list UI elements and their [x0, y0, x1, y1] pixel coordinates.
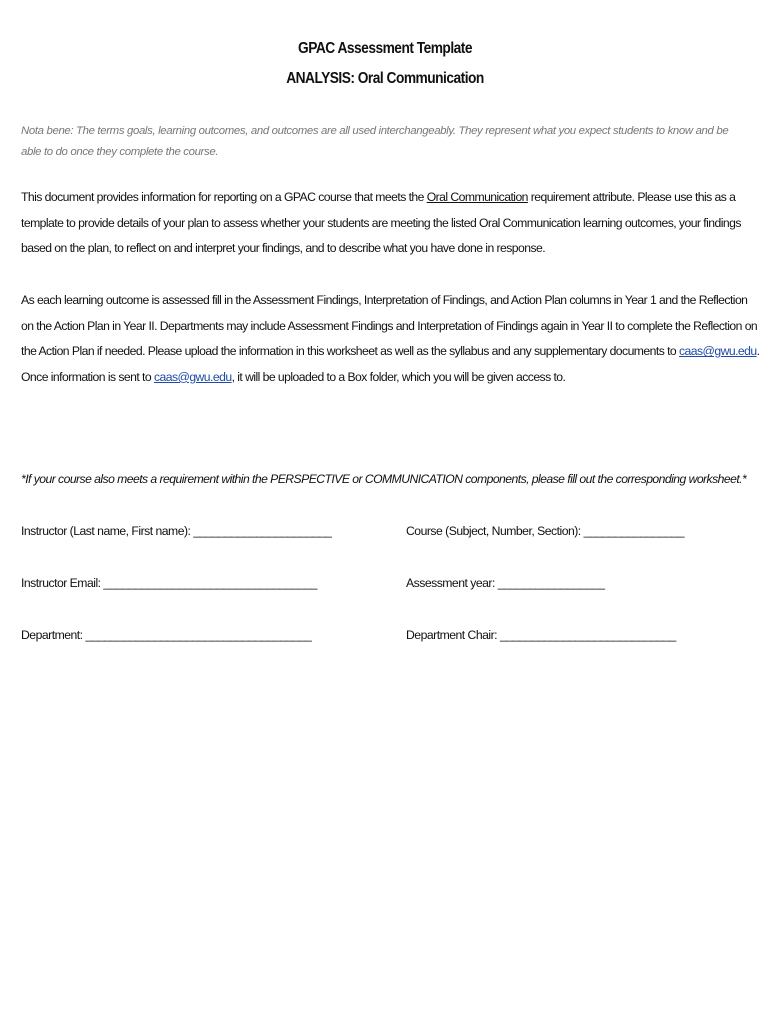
page-title: GPAC Assessment Template [298, 40, 472, 57]
intro-text-before: This document provides information for reporting on a GPAC course that meets the [21, 190, 427, 204]
instructor-name-field[interactable]: Instructor (Last name, First name): ______________________ [21, 524, 332, 538]
instructions-text-3: , it will be uploaded to a Box folder, which you will be given access to. [231, 369, 566, 384]
instructions-paragraph [21, 288, 761, 390]
email-link-2[interactable]: caas@gwu.edu [153, 369, 232, 384]
instructions-text-1: As each learning outcome is assessed fill in the Assessment Findings, Interpretation of Findings, and Action Plan columns in Year 1 and the Reflection on the Action Plan in Year II. Departments may include Assessment Findings and Interpretation of Findings again in Year II to complete the Reflection on the Action Plan if needed. Please upload the information in this worksheet as well as the syllabus and any supplementary documents to [21, 293, 758, 359]
page-subtitle: ANALYSIS: Oral Communication [286, 70, 484, 87]
department-field[interactable]: Department: ____________________________________ [21, 628, 312, 642]
email-link-1[interactable]: caas@gwu.edu [679, 344, 757, 359]
intro-paragraph [21, 185, 761, 262]
course-field[interactable]: Course (Subject, Number, Section): ________________ [406, 524, 685, 538]
oral-communication-underlined: Oral Communication [426, 190, 528, 204]
perspective-communication-note: *If your course also meets a requirement within the PERSPECTIVE or COMMUNICATION components, please fill out the corresponding worksheet.* [21, 472, 747, 486]
instructor-email-field[interactable]: Instructor Email: __________________________________ [21, 576, 317, 590]
intro-text-after: requirement attribute. Please use this as a template to provide details of your plan to assess whether your students are meeting the listed Oral Communication learning outcomes, your findings based on the plan, to reflect on and interpret your findings, and to describe what you have done in response. [21, 190, 741, 256]
assessment-year-field[interactable]: Assessment year: _________________ [406, 576, 605, 590]
instructions-text-2: . Once information is sent to [21, 344, 760, 384]
department-chair-field[interactable]: Department Chair: ____________________________ [406, 628, 676, 642]
nota-bene-note: Nota bene: The terms goals, learning outcomes, and outcomes are all used interchangeably. They represent what you expect students to know and be able to do once they complete the course. [21, 125, 729, 158]
